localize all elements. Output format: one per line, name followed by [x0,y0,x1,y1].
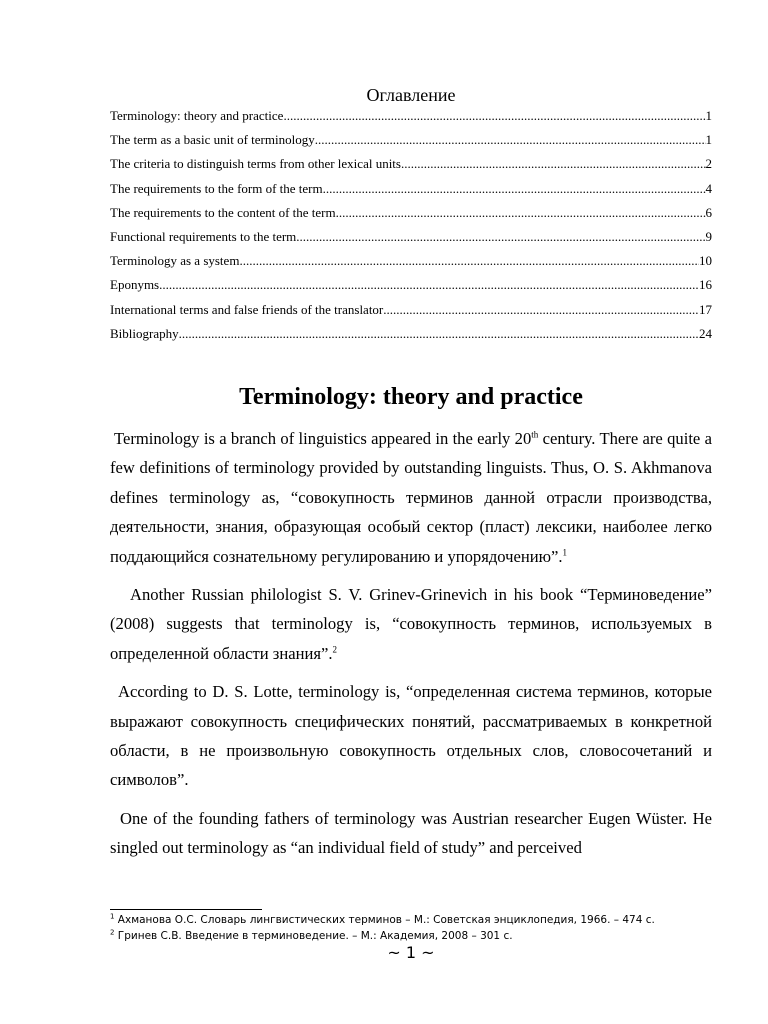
toc-dot-leader [159,277,699,293]
toc-entry[interactable] [110,205,712,229]
toc-entry-page: 10 [699,253,712,269]
toc-entry-page: 2 [705,156,712,172]
footnotes [110,913,712,944]
toc-dot-leader [323,181,706,197]
paragraph-text: Another Russian philologist S. V. Grinev-Grinevich in his book “Терминоведение” (2008) suggests that terminology is, “совокупность терминов, используемых в определенной области знания”. [110,585,712,663]
table-of-contents [110,108,712,350]
superscript: th [531,429,539,440]
toc-entry[interactable] [110,326,712,350]
footnote-text: Ахманова О.С. Словарь лингвистических терминов – М.: Советская энциклопедия, 1966. – 474 с. [114,914,655,926]
toc-dot-leader [401,156,706,172]
toc-entry-title: The requirements to the form of the term [110,180,323,196]
paragraph-text: Terminology is a branch of linguistics appeared in the early 20 [114,429,532,448]
paragraph [110,424,712,571]
toc-entry-title: Eponyms [110,277,160,293]
toc-heading: Оглавление [366,85,456,105]
toc-entry-page: 17 [699,301,712,317]
toc-dot-leader [296,229,705,245]
toc-entry[interactable] [110,277,712,301]
toc-dot-leader [239,253,699,269]
paragraph: According to D. S. Lotte, terminology is, “определенная система терминов, которые выражают совокупность специфических понятий, рассматриваемых в конкретной области, в не произвольную совокупность отдельных слов, словосочетаний и символов”. [110,682,712,790]
footnote-reference[interactable]: 1 [562,547,568,558]
toc-entry[interactable] [110,156,712,180]
body-text [110,424,712,872]
toc-entry[interactable] [110,253,712,277]
toc-entry[interactable] [110,302,712,326]
toc-dot-leader [315,132,706,148]
toc-entry-page: 16 [699,277,712,293]
toc-entry-title: The criteria to distinguish terms from other lexical units [110,156,401,172]
toc-dot-leader [336,205,706,221]
footnote-mark: 1 [110,912,115,921]
paragraph: One of the founding fathers of terminology was Austrian researcher Eugen Wüster. He singled out terminology as “an individual field of study” and perceived [110,808,712,858]
toc-entry-title: Bibliography [110,325,179,341]
toc-entry-title: International terms and false friends of the translator [110,301,384,317]
toc-entry-title: The requirements to the content of the term [110,204,336,220]
toc-dot-leader [283,108,705,124]
footnote-text: Гринев С.В. Введение в терминоведение. – М.: Академия, 2008 – 301 с. [114,929,513,942]
toc-entry-title: Terminology: theory and practice [110,108,284,123]
toc-entry-page: 6 [705,204,712,220]
toc-entry-page: 1 [705,132,712,148]
toc-entry[interactable] [110,181,712,205]
toc-entry-title: Functional requirements to the term [110,228,297,244]
toc-entry-page: 4 [705,180,712,196]
toc-entry-page: 9 [705,228,712,244]
toc-entry[interactable] [110,229,712,253]
toc-entry-page: 24 [699,325,712,341]
section-title: Terminology: theory and practice [239,384,583,410]
paragraph [110,580,712,668]
toc-dot-leader [383,302,699,318]
toc-entry-title: Terminology as a system [110,253,240,269]
footnote-reference[interactable]: 2 [332,644,337,655]
footnote-separator [110,909,262,910]
footnote [110,913,712,929]
toc-entry[interactable] [110,132,712,156]
paragraph-text: century. There are quite a few definitions of terminology provided by outstanding linguists. Thus, O. S. Akhmanova defines terminology as, “совокупность терминов данной отрасли производства, деятельности, знания, образующая особый сектор (пласт) лексики, наиболее легко поддающийся сознательному регулированию и упорядочению”. [110,429,712,566]
footnote-mark: 2 [110,928,115,936]
toc-entry-title: The term as a basic unit of terminology [110,132,315,148]
toc-entry[interactable] [110,108,712,132]
toc-dot-leader [179,326,699,342]
toc-entry-page: 1 [705,108,712,123]
page-number: ~ 1 ~ [387,943,435,962]
footnote [110,929,712,945]
